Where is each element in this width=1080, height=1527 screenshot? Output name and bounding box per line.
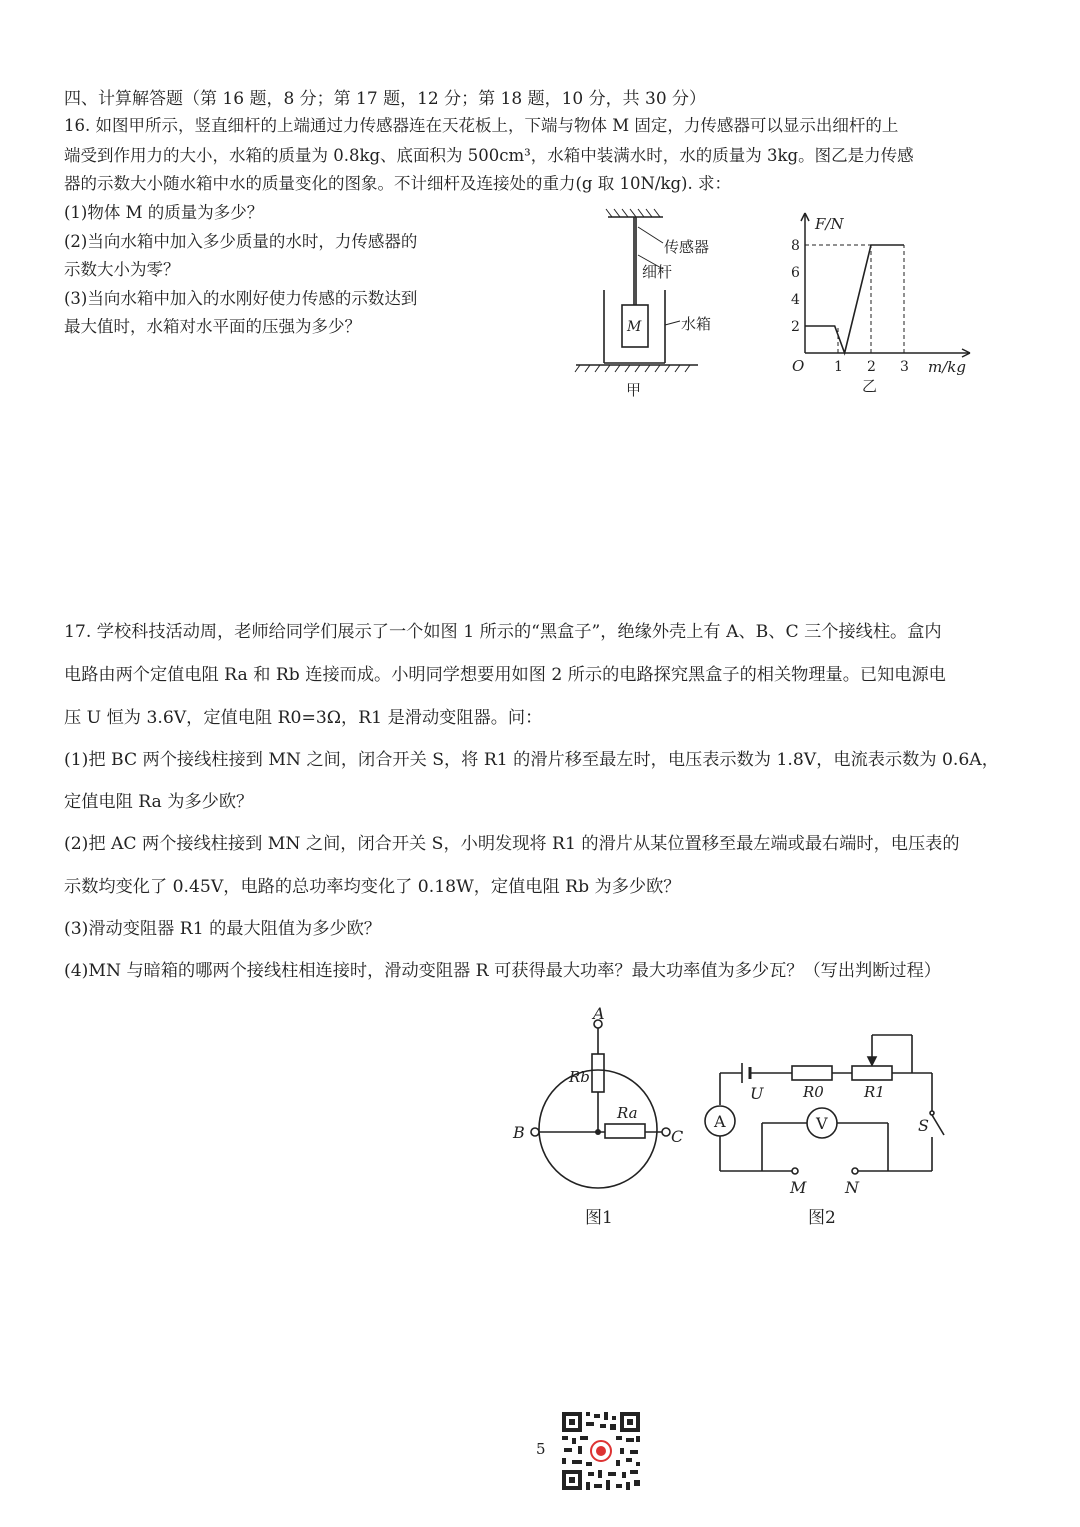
- r1-label: R1: [864, 1083, 885, 1101]
- y-tick-label: 6: [791, 265, 800, 281]
- q16-sub-1: (1)物体 M 的质量为多少？: [64, 203, 264, 222]
- page-number: 5: [536, 1440, 546, 1458]
- tank-label: 水箱: [681, 315, 712, 333]
- qr-code-image: [560, 1410, 642, 1492]
- fig1-caption: 图1: [585, 1208, 613, 1228]
- q17-line-4: (1)把 BC 两个接线柱接到 MN 之间，闭合开关 S，将 R1 的滑片移至最左时，电压表示数为 1.8V，电流表示数为 0.6A，: [64, 750, 999, 770]
- r0-label: R0: [803, 1083, 824, 1101]
- x-axis-label: m/kg: [928, 358, 966, 376]
- fig-jia-caption: 甲: [626, 381, 642, 399]
- ammeter-label: A: [714, 1112, 726, 1131]
- rb-label: Rb: [569, 1068, 590, 1086]
- q17-line-9: (4)MN 与暗箱的哪两个接线柱相连接时，滑动变阻器 R 可获得最大功率？最大功率值为多少瓦？（写出判断过程）: [64, 961, 941, 981]
- q17-line-5: 定值电阻 Ra 为多少欧？: [64, 792, 254, 812]
- figure-yi-chart: [780, 205, 990, 400]
- q16-sub-2b: 示数大小为零？: [64, 260, 180, 279]
- fig2-caption: 图2: [808, 1208, 836, 1228]
- voltmeter-label: V: [816, 1114, 828, 1133]
- y-axis-label: F/N: [815, 215, 844, 233]
- q17-line-8: (3)滑动变阻器 R1 的最大阻值为多少欧？: [64, 919, 381, 939]
- figure-2-circuit: [700, 1025, 960, 1235]
- q17-line-3: 压 U 恒为 3.6V，定值电阻 R0=3Ω，R1 是滑动变阻器。问：: [64, 708, 543, 728]
- figure-jia: [568, 205, 768, 400]
- q16-line-3: 器的示数大小随水箱中水的质量变化的图象。不计细杆及连接处的重力(g 取 10N/kg). 求：: [64, 174, 731, 193]
- section-header: 四、计算解答题（第 16 题，8 分；第 17 题，12 分；第 18 题，10 分，共 30 分）: [64, 89, 707, 109]
- terminal-b-label: B: [513, 1123, 525, 1142]
- x-tick-label: 3: [900, 359, 909, 375]
- q16-sub-2a: (2)当向水箱中加入多少质量的水时，力传感器的: [64, 232, 418, 251]
- y-tick-label: 4: [791, 292, 800, 308]
- y-tick-label: 2: [791, 319, 800, 335]
- ra-label: Ra: [617, 1104, 638, 1122]
- q16-line-1: 16. 如图甲所示，竖直细杆的上端通过力传感器连在天花板上，下端与物体 M 固定，力传感器可以显示出细杆的上: [64, 116, 899, 135]
- terminal-n-label: N: [845, 1178, 859, 1197]
- rod-label: 细杆: [642, 263, 673, 281]
- q17-line-6: (2)把 AC 两个接线柱接到 MN 之间，闭合开关 S，小明发现将 R1 的滑片从某位置移至最左端或最右端时，电压表的: [64, 834, 960, 854]
- x-tick-label: 1: [834, 359, 843, 375]
- force-curve: [805, 245, 904, 353]
- origin-label: O: [792, 357, 805, 375]
- terminal-c-label: C: [671, 1127, 684, 1146]
- q17-line-2: 电路由两个定值电阻 Ra 和 Rb 连接而成。小明同学想要用如图 2 所示的电路探究黑盒子的相关物理量。已知电源电: [64, 665, 946, 685]
- terminal-m-label: M: [790, 1178, 807, 1197]
- switch-s-label: S: [918, 1116, 929, 1135]
- q16-sub-3a: (3)当向水箱中加入的水刚好使力传感的示数达到: [64, 289, 418, 308]
- source-u-label: U: [750, 1084, 764, 1103]
- q16-line-2: 端受到作用力的大小，水箱的质量为 0.8kg、底面积为 500cm³，水箱中装满水时，水的质量为 3kg。图乙是力传感: [64, 146, 914, 165]
- q16-sub-3b: 最大值时，水箱对水平面的压强为多少？: [64, 317, 361, 336]
- terminal-a-label: A: [593, 1004, 605, 1023]
- q17-line-1: 17. 学校科技活动周，老师给同学们展示了一个如图 1 所示的“黑盒子”，绝缘外壳上有 A、B、C 三个接线柱。盒内: [64, 622, 942, 642]
- q17-line-7: 示数均变化了 0.45V，电路的总功率均变化了 0.18W，定值电阻 Rb 为多少欧？: [64, 877, 681, 897]
- fig-yi-caption: 乙: [862, 377, 878, 395]
- figure-1-black-box: [505, 1002, 705, 1234]
- y-tick-label: 8: [791, 238, 800, 254]
- x-tick-label: 2: [867, 359, 876, 375]
- block-m-label: M: [627, 319, 642, 335]
- sensor-label: 传感器: [664, 238, 710, 256]
